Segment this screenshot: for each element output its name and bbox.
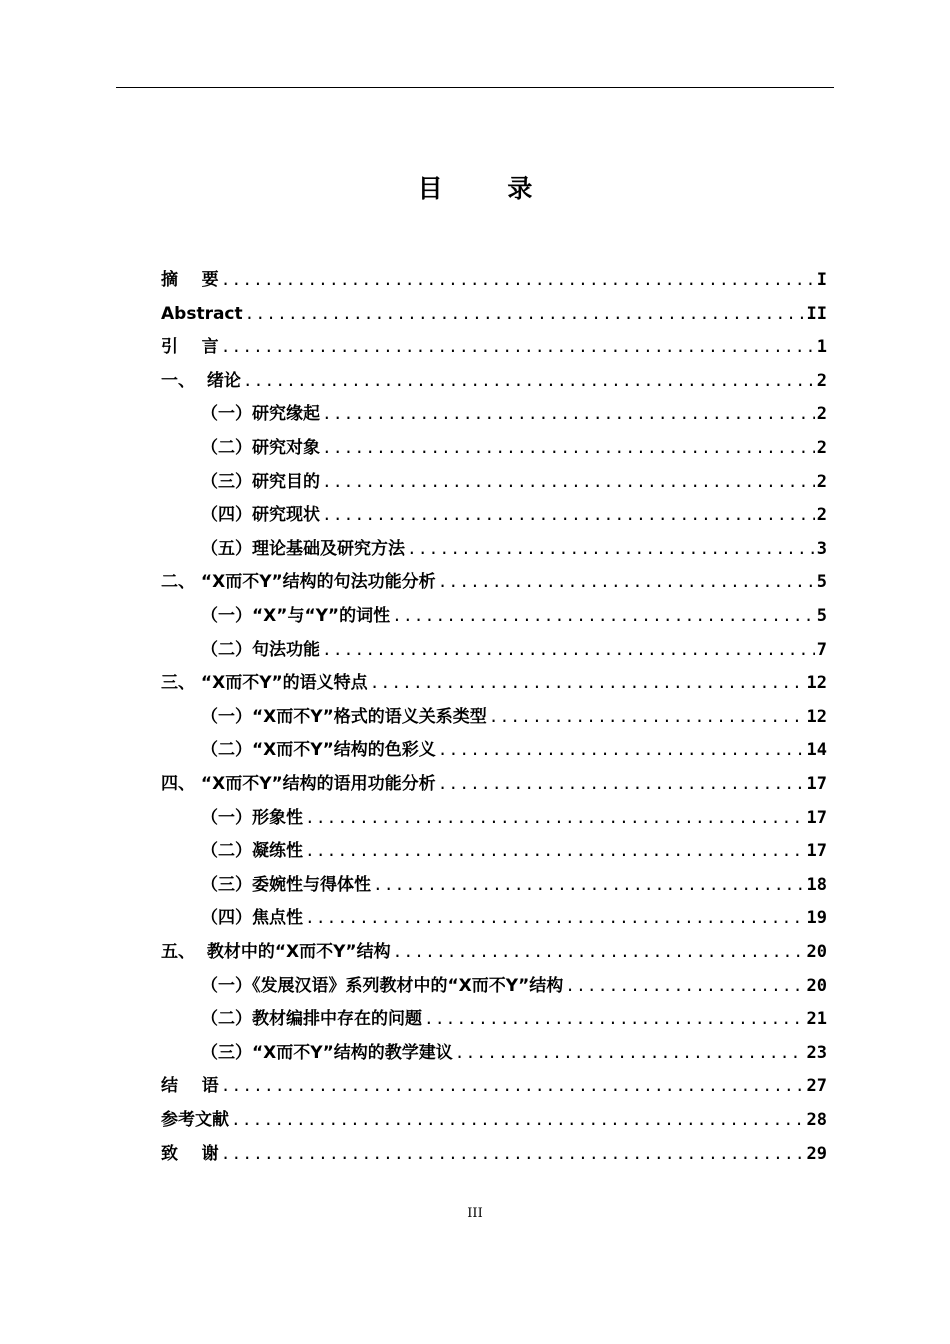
toc-entry-text: （一）《发展汉语》系列教材中的“X而不Y”结构 — [201, 975, 564, 996]
toc-entry[interactable] — [161, 670, 827, 694]
toc-entry-text: （四）焦点性 — [201, 908, 303, 929]
toc-entry[interactable] — [201, 469, 827, 493]
toc-entry-text: 引 言 — [161, 337, 219, 358]
toc-entry[interactable] — [201, 973, 827, 997]
toc-dot-leader — [565, 975, 804, 997]
toc-dot-leader — [373, 874, 805, 896]
toc-entry[interactable] — [161, 301, 827, 325]
toc-entry[interactable] — [201, 603, 827, 627]
toc-entry-text: 二、 “X而不Y”结构的句法功能分析 — [161, 572, 436, 593]
toc-entry-text: （二）研究对象 — [201, 438, 320, 458]
toc-entry-page: 5 — [816, 572, 827, 593]
toc-entry-text: 五、 教材中的“X而不Y”结构 — [161, 942, 391, 962]
toc-dot-leader — [322, 639, 815, 661]
toc-entry[interactable] — [161, 771, 827, 795]
toc-dot-leader — [438, 571, 815, 593]
toc-entry[interactable] — [161, 368, 827, 392]
toc-entry-page: 23 — [806, 1042, 827, 1063]
toc-entry-page: 2 — [816, 505, 827, 526]
toc-entry-text: （五）理论基础及研究方法 — [201, 538, 405, 559]
toc-entry-page: 1 — [816, 337, 827, 358]
page-number: III — [467, 1206, 483, 1221]
toc-entry[interactable] — [201, 838, 827, 862]
toc-entry[interactable] — [201, 637, 827, 661]
toc-entry-text: （二）句法功能 — [201, 639, 320, 660]
toc-dot-leader — [438, 773, 805, 795]
toc-dot-leader — [322, 471, 815, 493]
toc-entry-text: 致 谢 — [161, 1143, 219, 1164]
toc-entry-page: 14 — [806, 740, 827, 761]
toc-entry[interactable] — [161, 1141, 827, 1165]
toc-entry-page: 7 — [816, 639, 827, 660]
toc-dot-leader — [407, 538, 815, 560]
toc-entry-text: 参考文献 — [161, 1110, 229, 1130]
toc-entry[interactable] — [201, 1006, 827, 1030]
toc-entry-text: （一）形象性 — [201, 807, 303, 828]
toc-dot-leader — [322, 403, 815, 425]
toc-entry[interactable] — [161, 1107, 827, 1131]
toc-entry-text: （一）研究缘起 — [201, 404, 320, 425]
toc-entry-page: 12 — [806, 673, 827, 694]
toc-entry-page: 20 — [806, 942, 827, 962]
toc-entry[interactable] — [201, 805, 827, 829]
toc-entry-page: 2 — [816, 404, 827, 425]
toc-dot-leader — [221, 269, 815, 291]
toc-dot-leader — [438, 739, 805, 761]
toc-entry[interactable] — [161, 267, 827, 291]
toc-entry-text: 三、 “X而不Y”的语义特点 — [161, 673, 368, 694]
toc-entry-text: Abstract — [161, 303, 243, 324]
toc-dot-leader — [221, 1143, 805, 1165]
toc-entry-page: 29 — [806, 1143, 827, 1164]
toc-entry-page: I — [816, 270, 827, 290]
toc-entry[interactable] — [161, 939, 827, 963]
toc-dot-leader — [221, 336, 815, 358]
toc-entry-page: 17 — [806, 841, 827, 862]
toc-entry[interactable] — [201, 872, 827, 896]
toc-dot-leader — [370, 672, 805, 694]
toc-dot-leader — [322, 504, 815, 526]
toc-entry-page: 2 — [816, 471, 827, 492]
toc-entry[interactable] — [201, 1040, 827, 1064]
toc-entry-page: 17 — [806, 774, 827, 794]
toc-entry-page: 17 — [806, 807, 827, 828]
toc-entry-text: 一、 绪论 — [161, 370, 241, 391]
toc-entry-text: （二）教材编排中存在的问题 — [201, 1009, 422, 1030]
toc-dot-leader — [455, 1042, 805, 1064]
toc-entry[interactable] — [201, 536, 827, 560]
toc-dot-leader — [305, 840, 805, 862]
toc-entry-text: 摘 要 — [161, 270, 219, 290]
toc-entry-page: 12 — [806, 706, 827, 727]
toc-entry-page: 2 — [816, 370, 827, 391]
toc-entry-text: （三）委婉性与得体性 — [201, 874, 371, 895]
toc-dot-leader — [231, 1109, 805, 1131]
toc-entry-text: （一）“X”与“Y”的词性 — [201, 606, 391, 626]
toc-dot-leader — [393, 941, 805, 963]
toc-entry-page: 5 — [816, 606, 827, 626]
toc-entry-page: 27 — [806, 1076, 827, 1097]
toc-entry[interactable] — [161, 1073, 827, 1097]
toc-entry-page: 21 — [806, 1009, 827, 1030]
toc-dot-leader — [322, 437, 815, 459]
toc-entry-text: 四、 “X而不Y”结构的语用功能分析 — [161, 774, 436, 794]
toc-dot-leader — [243, 370, 815, 392]
toc-dot-leader — [392, 605, 815, 627]
toc-entry[interactable] — [161, 334, 827, 358]
toc-entry-page: 20 — [806, 975, 827, 996]
toc-dot-leader — [245, 303, 805, 325]
toc-dot-leader — [305, 907, 805, 929]
toc-entry-page: II — [806, 303, 827, 324]
toc-entry-text: （二）凝练性 — [201, 841, 303, 862]
toc-entry[interactable] — [201, 737, 827, 761]
toc-entry[interactable] — [201, 401, 827, 425]
toc-entry[interactable] — [201, 502, 827, 526]
toc-entry-page: 3 — [816, 538, 827, 559]
toc-entry[interactable] — [201, 905, 827, 929]
toc-title: 目 录 — [417, 174, 561, 203]
toc-entry-text: （一）“X而不Y”格式的语义关系类型 — [201, 706, 487, 727]
toc-entry-page: 18 — [806, 874, 827, 895]
toc-dot-leader — [489, 706, 805, 728]
toc-dot-leader — [424, 1008, 805, 1030]
toc-entry-text: （四）研究现状 — [201, 505, 320, 526]
toc-entry-text: 结 语 — [161, 1076, 219, 1097]
toc-dot-leader — [305, 807, 805, 829]
toc-entry-text: （二）“X而不Y”结构的色彩义 — [201, 740, 436, 761]
toc-entry-text: （三）研究目的 — [201, 471, 320, 492]
toc-entry[interactable] — [201, 435, 827, 459]
toc-entry-page: 2 — [816, 438, 827, 458]
toc-dot-leader — [221, 1075, 805, 1097]
toc-entry-page: 19 — [806, 908, 827, 929]
header-rule — [116, 87, 834, 88]
toc-entry-page: 28 — [806, 1110, 827, 1130]
toc-entry[interactable] — [201, 704, 827, 728]
toc-entry[interactable] — [161, 569, 827, 593]
toc-entry-text: （三）“X而不Y”结构的教学建议 — [201, 1042, 453, 1063]
